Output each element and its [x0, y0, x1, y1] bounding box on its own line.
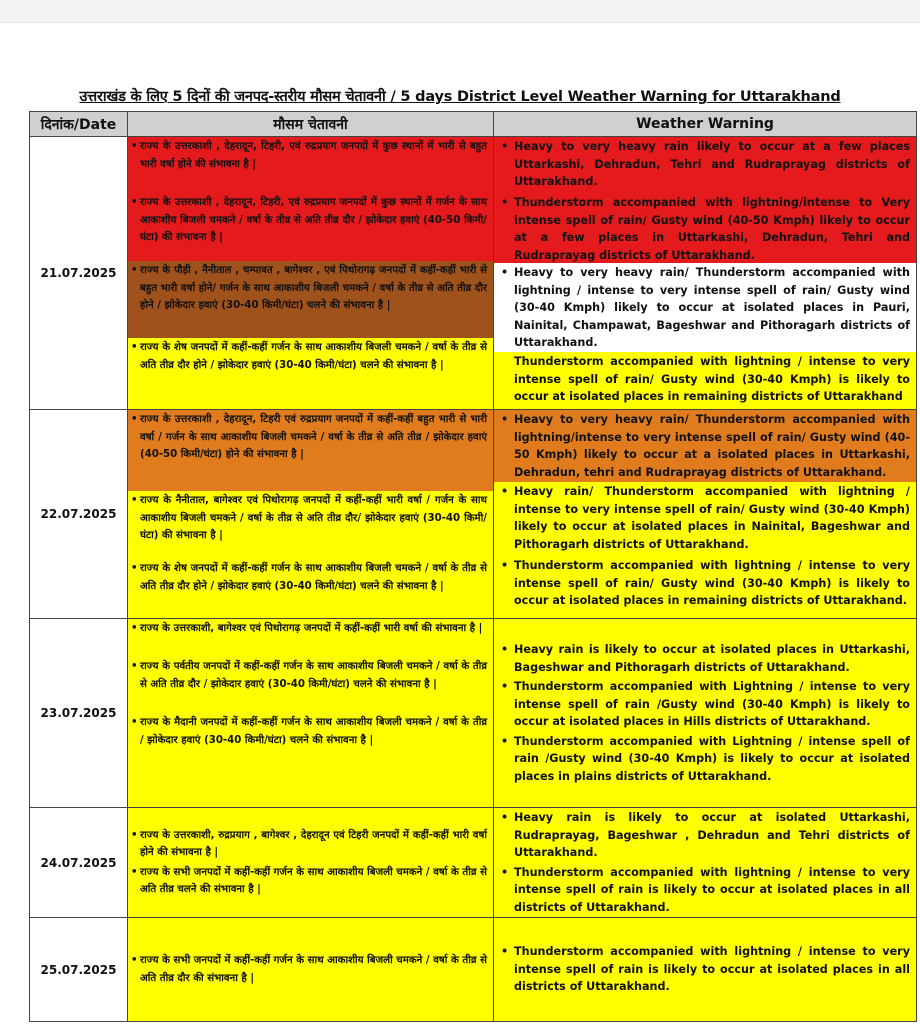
english-warning-cell: [494, 410, 917, 619]
english-item-yellow: • Thunderstorm accompanied with Lightning / intense spell of rain /Gusty wind (30-40 Kmph) is likely to occur at isolated places in plains districts of Uttarakhand.: [494, 732, 916, 787]
row-date: 24.07.2025: [30, 808, 128, 918]
english-item-yellow: • Thunderstorm accompanied with lightning / intense to very intense spell of rain is likely to occur at isolated places in all districts of Uttarakhand.: [494, 863, 916, 918]
hindi-item-orange: • राज्य के उत्तरकाशी , देहरादून, टिहरी एवं रुद्रप्रयाग जनपदों में कहीं-कहीं बहुत भारी से भारी वर्षा / गर्जन के साथ आकाशीय बिजली चमकने / वर्षा के तीव्र से अति तीव्र / झोकेदार हवाएं (40-50 किमी/घंटा) होने की संभावना है |: [128, 410, 493, 491]
hindi-item-yellow: • राज्य के उत्तरकाशी, रुद्रप्रयाग , बागेश्वर , देहरादून एवं टिहरी जनपदों में कहीं-कहीं भारी वर्षा होने की संभावना है |: [128, 826, 493, 863]
header-date: दिनांक/Date: [30, 112, 128, 137]
page-title: उत्तराखंड के लिए 5 दिनों की जनपद-स्तरीय मौसम चेतावनी / 5 days District Level Weather Warning for Uttarakhand: [79, 89, 841, 105]
english-item-yellow: Thunderstorm accompanied with lightning / intense to very intense spell of rain/ Gusty wind (30-40 Kmph) is likely to occur at isolated places in remaining districts of Uttarakhand: [494, 352, 916, 409]
hindi-item-yellow: • राज्य के पर्वतीय जनपदों में कहीं-कहीं गर्जन के साथ आकाशीय बिजली चमकने / वर्षा के तीव्र से अति तीव्र दौर / झोकेदार हवाएं (30-40 किमी/घंटा) चलने की संभावना है |: [128, 657, 493, 713]
english-item-yellow: • Thunderstorm accompanied with Lightning / intense to very intense spell of rain /Gusty wind (30-40 Kmph) is likely to occur at isolated places in Hills districts of Uttarakhand.: [494, 677, 916, 732]
row-date: 25.07.2025: [30, 918, 128, 1022]
hindi-item-red: • राज्य के उत्तरकाशी , देहरादून, टिहरी, एवं रुद्रप्रयाग जनपदों में कुछ स्थानों में भारी से बहुत भारी वर्षा होने की संभावना है |: [128, 137, 493, 193]
english-item-orange: • Heavy to very heavy rain/ Thunderstorm accompanied with lightning/intense to very intense spell of rain/ Gusty wind (40-50 Kmph) likely to occur at a isolated places in Uttarkashi, Dehradun, tehri and Rudraprayag districts of Uttarakhand.: [494, 410, 916, 482]
hindi-item-yellow: • राज्य के नैनीताल, बागेश्वर एवं पिथोरागढ़ जनपदों में कहीं-कहीं भारी वर्षा / गर्जन के साथ आकाशीय बिजली चमकने / वर्षा के तीव्र से अति तीव्र दौर/ झोकेदार हवाएं (30-40 किमी/घंटा) की संभावना है |: [128, 491, 493, 559]
english-item-red: • Thunderstorm accompanied with lightning/intense to Very intense spell of rain/ Gusty wind (40-50 Kmph) likely to occur at a few places in Uttarkashi, Dehradun, Tehri and Rudraprayag districts of Uttarakhand.: [494, 193, 916, 263]
row-date: 23.07.2025: [30, 619, 128, 808]
hindi-item-yellow: • राज्य के सभी जनपदों में कहीं-कहीं गर्जन के साथ आकाशीय बिजली चमकने / वर्षा के तीव्र से अति तीव्र चलने की संभावना है |: [128, 863, 493, 900]
header-english-warning: Weather Warning: [494, 112, 917, 137]
table-row: [30, 918, 917, 1022]
hindi-item-brown: • राज्य के पौड़ी , नैनीताल , चम्पावत , बागेश्वर , एवं पिथोरागढ़ जनपदों में कहीं-कहीं भारी से बहुत भारी वर्षा होने/ गर्जन के साथ आकाशीय बिजली चमकने / वर्षा के तीव्र से अति तीव्र दौर होने / झोकेदार हवाएं (30-40 किमी/घंटा) चलने की संभावना है |: [128, 261, 493, 338]
hindi-item-yellow: • राज्य के शेष जनपदों में कहीं-कहीं गर्जन के साथ आकाशीय बिजली चमकने / वर्षा के तीव्र से अति तीव्र दौर होने / झोकेदार हवाएं (30-40 किमी/घंटा) चलने की संभावना है |: [128, 338, 493, 409]
table-row: [30, 137, 917, 410]
english-warning-cell: [494, 808, 917, 918]
hindi-warning-cell: [128, 808, 494, 918]
english-item-yellow: • Heavy rain is likely to occur at isolated places in Uttarkashi, Bageshwar and Pithoragarh districts of Uttarakhand.: [494, 640, 916, 677]
header-hindi-warning: मौसम चेतावनी: [128, 112, 494, 137]
table-row: [30, 619, 917, 808]
english-warning-cell: [494, 619, 917, 808]
english-item-yellow: • Thunderstorm accompanied with lightning / intense to very intense spell of rain/ Gusty wind (30-40 Kmph) is likely to occur at isolated places in remaining districts of Uttarakhand.: [494, 556, 916, 616]
warning-table: [29, 111, 917, 1022]
english-item-orange: • Heavy to very heavy rain/ Thunderstorm accompanied with lightning / intense to very intense spell of rain/ Gusty wind (30-40 Kmph) likely to occur at isolated places in Pauri, Nainital, Champawat, Bageshwar and Pithoragarh districts of Uttarakhand.: [494, 263, 916, 352]
hindi-warning-cell: [128, 137, 494, 410]
hindi-item-yellow: • राज्य के सभी जनपदों में कहीं-कहीं गर्जन के साथ आकाशीय बिजली चमकने / वर्षा के तीव्र से अति तीव्र दौर की संभावना है |: [128, 951, 493, 988]
english-item-yellow: • Heavy rain is likely to occur at isolated Uttarkashi, Rudraprayag, Bageshwar , Dehradun and Tehri districts of Uttarakhand.: [494, 808, 916, 863]
row-date: 22.07.2025: [30, 410, 128, 619]
hindi-item-red: • राज्य के उत्तरकाशी , देहरादून, टिहरी, एवं रुद्रप्रयाग जनपदों में कुछ स्थानों में गर्जन के साथ आकाशीय बिजली चमकने / वर्षा के तीव्र से अति तीव्र दौर / झोकेदार हवाएं (40-50 किमी/घंटा) की संभावना है |: [128, 193, 493, 261]
hindi-warning-cell: [128, 619, 494, 808]
english-warning-cell: [494, 137, 917, 410]
hindi-item-yellow: • राज्य के मैदानी जनपदों में कहीं-कहीं गर्जन के साथ आकाशीय बिजली चमकने / वर्षा के तीव्र / झोकेदार हवाएं (30-40 किमी/घंटा) चलने की संभावना है |: [128, 713, 493, 773]
hindi-warning-cell: [128, 918, 494, 1022]
table-header-row: [30, 112, 917, 137]
top-bar: [0, 0, 920, 23]
english-warning-cell: [494, 918, 917, 1022]
hindi-item-yellow: • राज्य के शेष जनपदों में कहीं-कहीं गर्जन के साथ आकाशीय बिजली चमकने / वर्षा के तीव्र से अति तीव्र दौर होने / झोकेदार हवाएं (30-40 किमी/घंटा) चलने की संभावना है |: [128, 559, 493, 617]
english-item-red: • Heavy to very heavy rain likely to occur at a few places Uttarkashi, Dehradun, Tehri and Rudraprayag districts of Uttarakhand.: [494, 137, 916, 193]
row-date: 21.07.2025: [30, 137, 128, 410]
hindi-item-yellow: • राज्य के उत्तरकाशी, बागेश्वर एवं पिथोरागढ़ जनपदों में कहीं-कहीं भारी वर्षा की संभावना है |: [128, 619, 493, 657]
table-row: [30, 410, 917, 619]
english-item-yellow: • Thunderstorm accompanied with lightning / intense to very intense spell of rain is likely to occur at isolated places in all districts of Uttarakhand.: [494, 942, 916, 997]
english-item-yellow: • Heavy rain/ Thunderstorm accompanied with lightning / intense to very intense spell of rain/ Gusty wind (30-40 Kmph) likely to occur at isolated places in Nainital, Bageshwar and Pithoragarh districts of Uttarakhand.: [494, 482, 916, 556]
hindi-warning-cell: [128, 410, 494, 619]
table-row: [30, 808, 917, 918]
